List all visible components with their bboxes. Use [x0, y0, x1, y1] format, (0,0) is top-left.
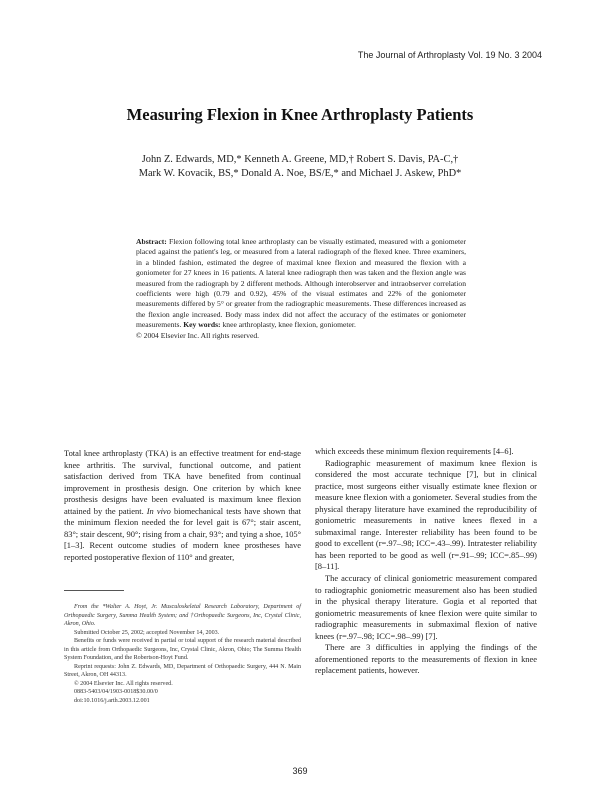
journal-header: The Journal of Arthroplasty Vol. 19 No. 3 2004: [357, 50, 542, 60]
footnote-affiliation: From the *Walter A. Hoyt, Jr. Musculoskeletal Research Laboratory, Department of Orthopaedic Surgery, Summa Health System; and †Orthopaedic Surgeons, Inc, Crystal Clinic, Akron, Ohio.: [64, 604, 301, 628]
abstract-paragraph: [136, 237, 466, 331]
page-number: 369: [292, 766, 308, 776]
footnote-issn: 0883-5403/04/1903-0018$30.00/0: [74, 689, 158, 696]
body-italic-text: In vivo: [146, 505, 171, 516]
abstract-label: Abstract:: [136, 237, 167, 246]
body-text: biomechanical tests have shown that the minimum flexion needed the for level gait is 67°; stair ascent, 83°; stair descent, 90°; rising from a chair, 93°; and tying a shoe, 105° [1–3]. Recent outcome studies of modern knee prostheses have reported postoperative flexion of 110° and greater,: [64, 505, 301, 562]
body-paragraph: The accuracy of clinical goniometric measurement compared to radiographic goniometric measurement also has been studied in the physical therapy literature. Gogia et al reported that goniometric measurements of knee flexion were quite similar to radiographic measurements in submaximal flexion of native knees (r=.97–.98; ICC=.98–.99) [7].: [315, 573, 537, 641]
footnote-copyright: © 2004 Elsevier Inc. All rights reserved.: [74, 680, 173, 687]
body-paragraph: Radiographic measurement of maximum knee flexion is considered the most accurate technique [7], but in clinical practice, most surgeons either visually estimate knee flexion or measure knee flexion with a goniometer. Several studies from the physical therapy literature have examined the reproducibility of goniometric measurements in native knees flexed in a submaximal range. Interester reliability has been found to be good to excellent (r=.97–.98; ICC=.43–.99). Intratester reliability has been reported to be good as well (r=.91–.99; ICC=.85–.99) [8–11].: [315, 457, 537, 572]
author-line-2: Mark W. Kovacik, BS,* Donald A. Noe, BS/E,* and Michael J. Askew, PhD*: [138, 168, 462, 179]
footnote-benefits: Benefits or funds were received in partial or total support of the research material described in this article from Orthopaedic Surgeons, Inc, Crystal Clinic, Akron, Ohio; The Summa Health System Foundation, and the Robertson-Hoyt Fund.: [64, 638, 301, 662]
article-title: Measuring Flexion in Knee Arthroplasty Patients: [126, 105, 474, 124]
body-paragraph: which exceeds these minimum flexion requirements [4–6].: [315, 446, 514, 456]
author-line-1: John Z. Edwards, MD,* Kenneth A. Greene, MD,† Robert S. Davis, PA-C,†: [141, 154, 459, 165]
body-paragraph: [64, 448, 301, 563]
footnotes: [64, 603, 301, 706]
body-column-left: [64, 448, 301, 563]
body-paragraph: There are 3 difficulties in applying the findings of the aforementioned reports to the measurements of flexion in knee replacement patients, however.: [315, 642, 537, 676]
author-list: [40, 153, 560, 181]
body-text: Total knee arthroplasty (TKA) is an effective treatment for end-stage knee arthritis. The survival, functional outcome, and patient satisfaction derived from TKA have benefited from continual improvement in prosthesis design. One criterion by which knee prosthesis designs have been evaluated is maximum knee flexion attained by the patient.: [64, 448, 301, 516]
footnote-doi: doi:10.1016/j.arth.2003.12.001: [74, 698, 150, 705]
footnote-divider: [64, 590, 124, 591]
keywords-label: Key words:: [183, 320, 221, 330]
body-column-right: [315, 446, 537, 677]
abstract-block: [136, 237, 466, 341]
abstract-copyright: © 2004 Elsevier Inc. All rights reserved.: [136, 330, 260, 340]
footnote-reprint: Reprint requests: John Z. Edwards, MD, Department of Orthopaedic Surgery, 444 N. Main Street, Akron, OH 44313.: [64, 663, 301, 679]
abstract-text: Flexion following total knee arthroplasty can be visually estimated, measured with a goniometer placed against the patient's leg, or measured from a lateral radiograph of the flexed knee. Three examiners, in a blinded fashion, estimated the degree of maximal knee flexion and measured the flexion with a goniometer for 27 knees in 16 patients. A lateral knee radiograph then was taken and the flexion angle was measured from the radiograph by 2 different methods. Although interobserver and intraobserver correlation coefficients were high (0.79 and 0.92), 45% of the visual estimates and 22% of the goniometer measurements differed by 5° or greater from the radiographic measurements. These differences increased as the flexion angle increased. Body mass index did not affect the accuracy of the estimates or goniometer measurements.: [136, 237, 467, 330]
keywords-text: knee arthroplasty, knee flexion, goniometer.: [222, 320, 356, 330]
footnote-submitted: Submitted October 25, 2002; accepted November 14, 2003.: [74, 629, 220, 636]
